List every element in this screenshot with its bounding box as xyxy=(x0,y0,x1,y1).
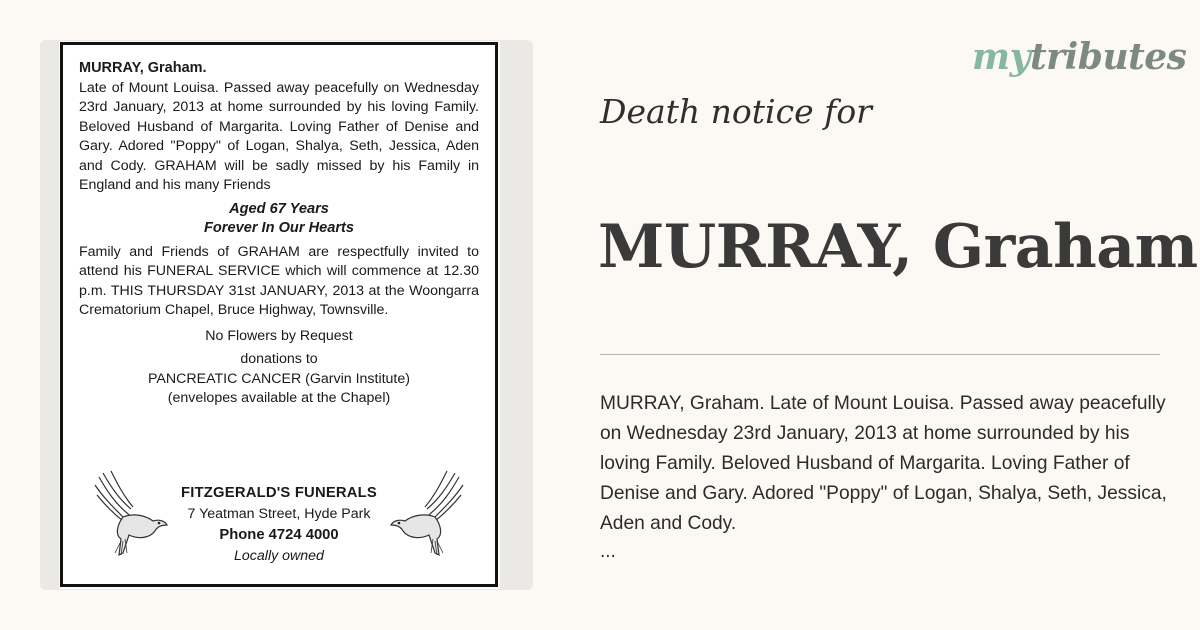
funeral-home-address: 7 Yeatman Street, Hyde Park xyxy=(187,506,371,522)
funeral-home-block xyxy=(63,469,495,579)
notice-envelopes: (envelopes available at the Chapel) xyxy=(167,390,391,406)
excerpt-ellipsis: ... xyxy=(600,541,616,562)
dove-icon xyxy=(387,469,465,559)
death-notice-clipping xyxy=(60,42,498,587)
logo-my: my xyxy=(972,36,1031,78)
notice-paragraph-2: Family and Friends of GRAHAM are respectfully invited to attend his FUNERAL SERVICE which will commence at 12.30 p.m. THIS THURSDAY 31st JANUARY, 2013 at the Woongarra Crematorium Chapel, Bruce Highway, Townsville. xyxy=(79,243,479,318)
logo-tributes: tributes xyxy=(1030,36,1187,78)
death-notice-label: Death notice for xyxy=(600,92,872,131)
mytributes-logo[interactable] xyxy=(972,36,1186,78)
notice-charity: PANCREATIC CANCER (Garvin Institute) xyxy=(148,370,410,387)
divider xyxy=(600,354,1160,355)
deceased-name-heading: MURRAY, Graham xyxy=(598,212,1198,282)
notice-forever: Forever In Our Hearts xyxy=(203,220,355,236)
funeral-home-name: FITZGERALD'S FUNERALS xyxy=(181,485,377,501)
notice-paragraph-1: Late of Mount Louisa. Passed away peacefully on Wednesday 23rd January, 2013 at home surrounded by his loving Family. Beloved Husband of Margarita. Loving Father of Denise and Gary. Adored "Poppy" of Logan, Shalya, Seth, Jessica, Aden and Cody. GRAHAM will be sadly missed by his Family in England and his many Friends xyxy=(79,79,479,193)
notice-excerpt: MURRAY, Graham. Late of Mount Louisa. Passed away peacefully on Wednesday 23rd January, 2013 at home surrounded by his loving Family. Beloved Husband of Margarita. Loving Father of Denise and Gary. Adored "Poppy" of Logan, Shalya, Seth, Jessica, Aden and Cody. xyxy=(600,393,1167,534)
notice-aged: Aged 67 Years xyxy=(229,200,329,217)
funeral-home-locally-owned: Locally owned xyxy=(234,548,324,564)
notice-donations: donations to xyxy=(240,351,318,367)
funeral-home-phone: Phone 4724 4000 xyxy=(219,527,339,543)
notice-name: MURRAY, Graham. xyxy=(79,60,207,76)
notice-flowers: No Flowers by Request xyxy=(205,327,353,344)
